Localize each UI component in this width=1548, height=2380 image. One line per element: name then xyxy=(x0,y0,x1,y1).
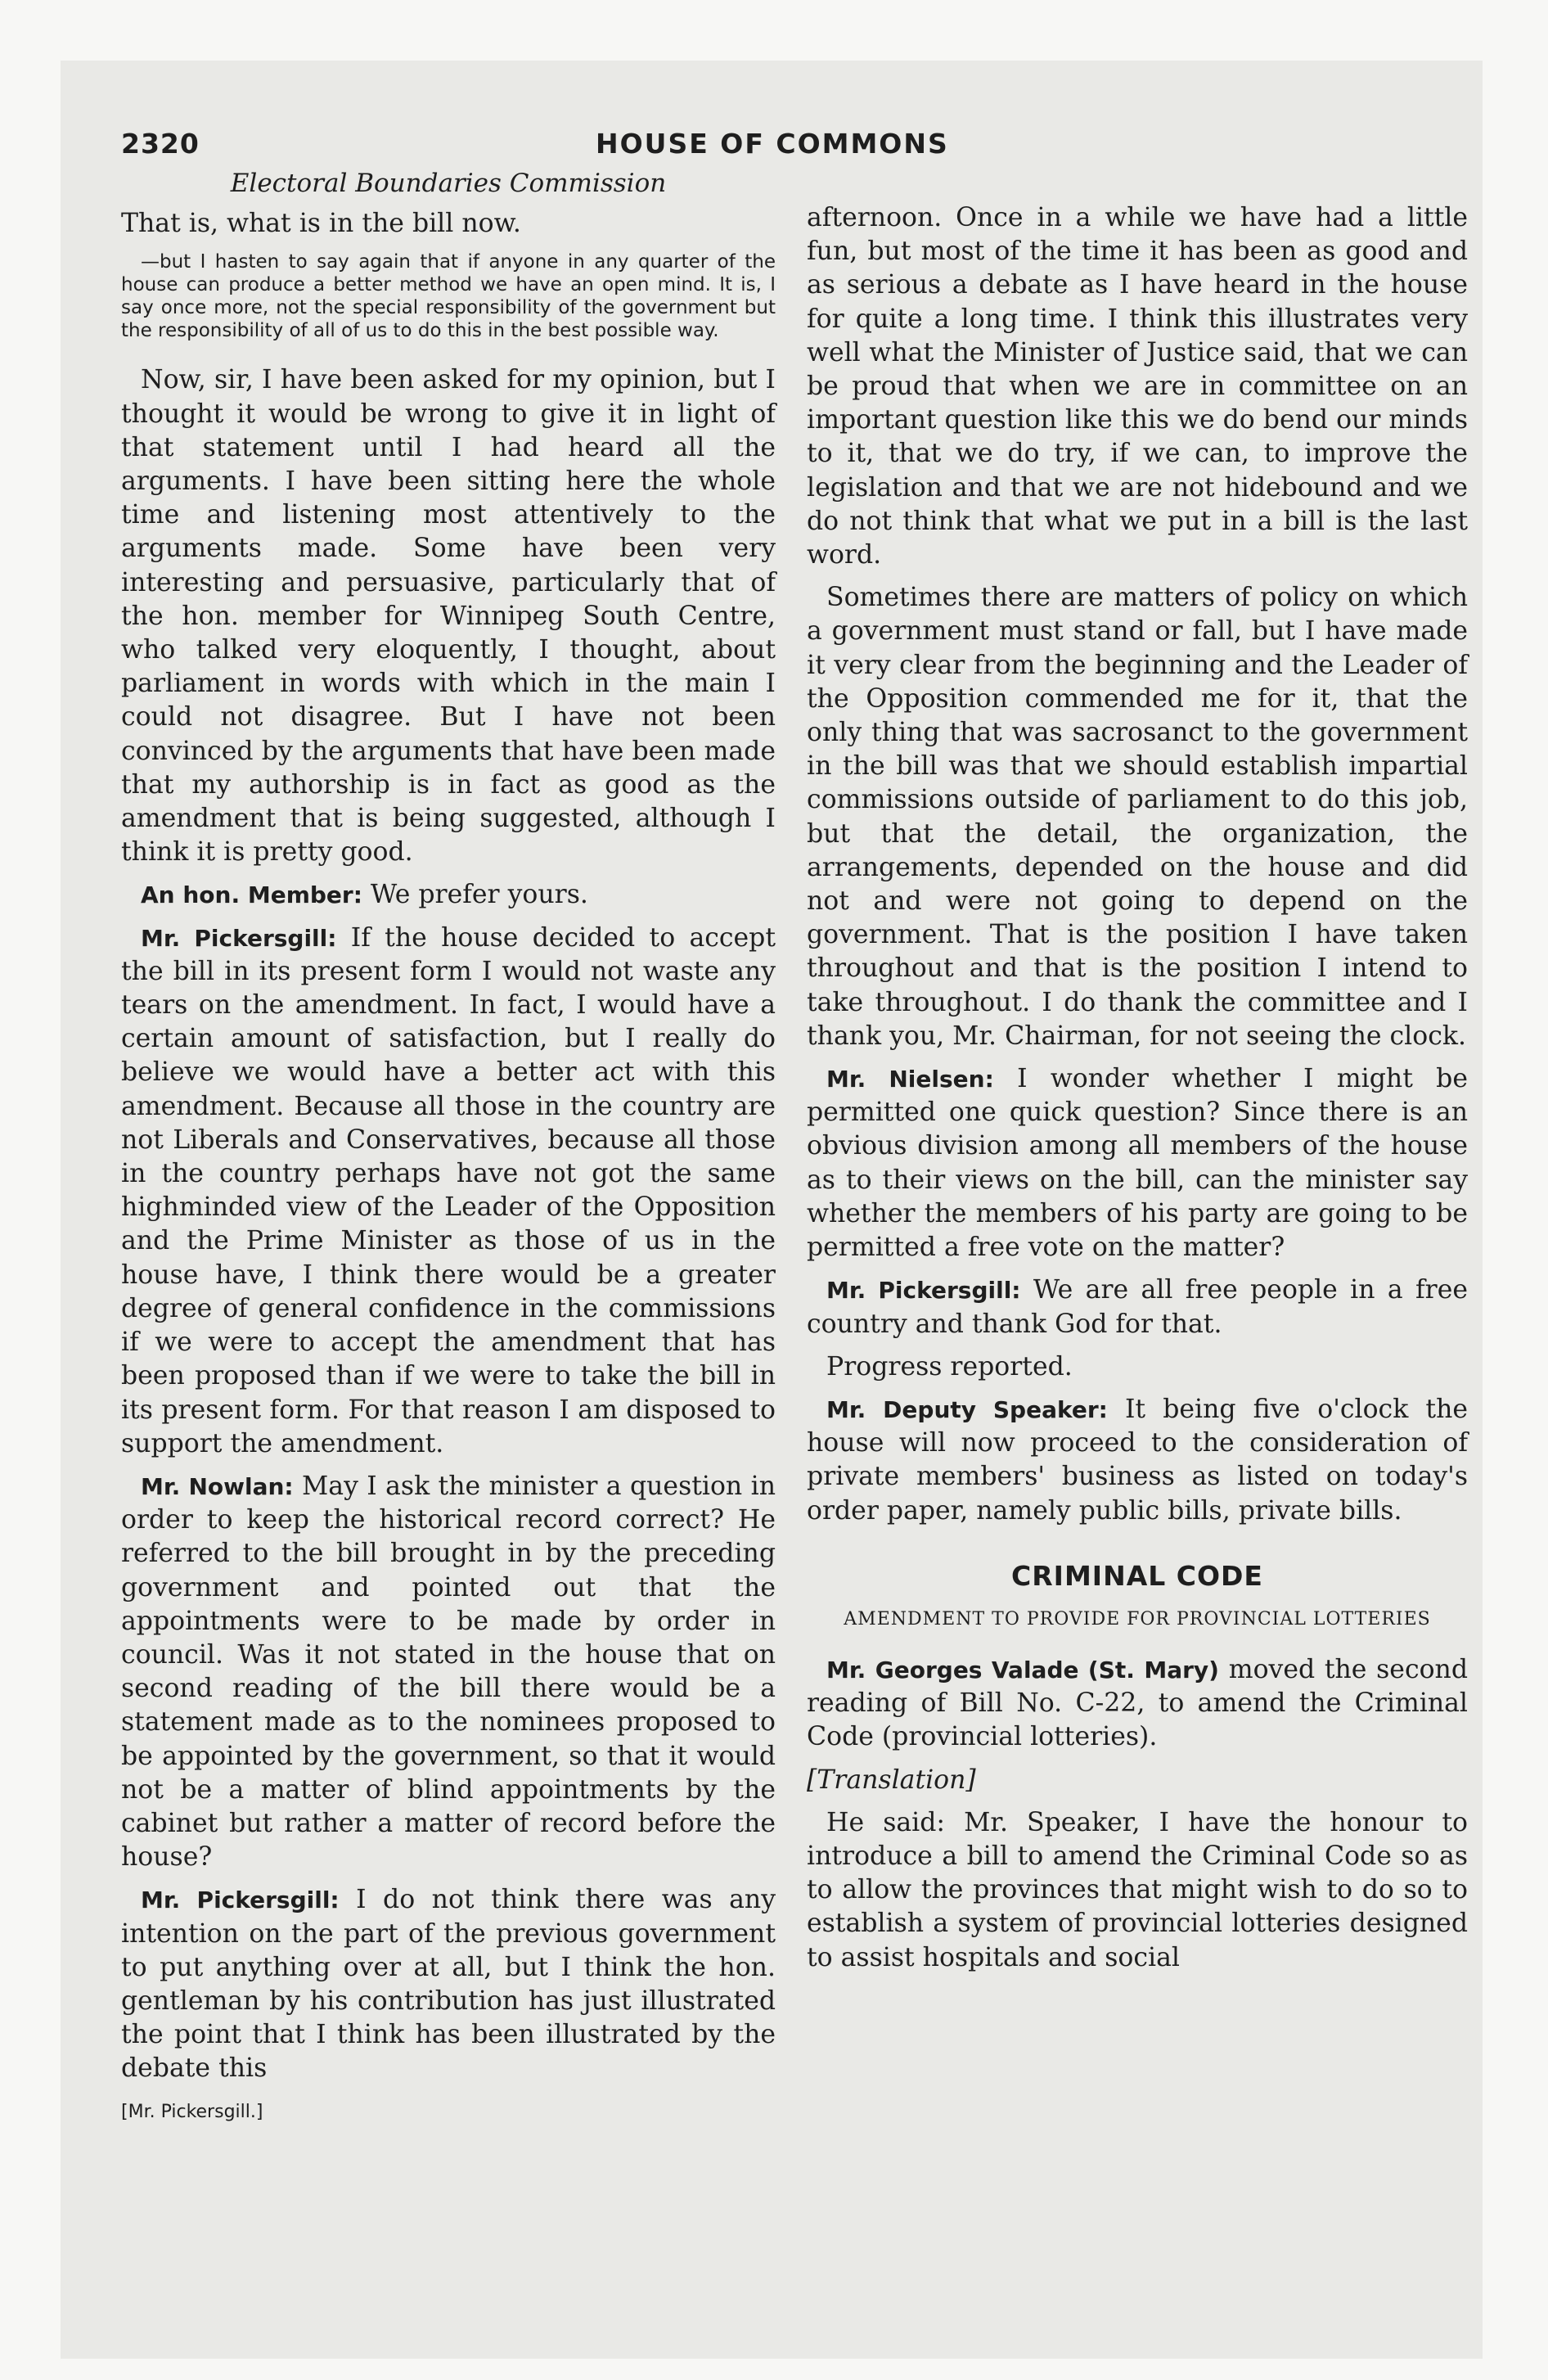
speech-text: We are all free people in a free country and thank God for that. xyxy=(807,1275,1468,1339)
speech-text: It being five o'clock the house will now proceed to the consideration of private members' business as listed on today's order paper, namely public bills, private bills. xyxy=(807,1394,1468,1526)
speaker-name: Mr. Nowlan: xyxy=(141,1472,294,1500)
speaker-name: An hon. Member: xyxy=(141,881,362,909)
speech-nowlan xyxy=(121,1470,776,1874)
section-subtitle: AMENDMENT TO PROVIDE FOR PROVINCIAL LOTTERIES xyxy=(844,1608,1431,1629)
right-paragraph-3: He said: Mr. Speaker, I have the honour to introduce a bill to amend the Criminal Code so as to allow the provinces that might wish to do so to establish a system of provincial lotteries designed to assist hospitals and social xyxy=(807,1807,1468,1972)
journal-title: HOUSE OF COMMONS xyxy=(596,128,949,160)
translation-marker: [Translation] xyxy=(807,1765,976,1795)
section-title: CRIMINAL CODE xyxy=(1011,1559,1263,1592)
footer-signature: [Mr. Pickersgill.] xyxy=(121,2101,263,2122)
progress-reported: Progress reported. xyxy=(826,1351,1073,1382)
quoted-passage: —but I hasten to say again that if anyone in any quarter of the house can produce a better method we have an open mind. It is, I say once more, not the special responsibility of the government but the responsibility of all of us to do this in the best possible way. xyxy=(121,251,776,342)
page-number: 2320 xyxy=(121,128,200,160)
speaker-name: Mr. Pickersgill: xyxy=(826,1277,1021,1305)
speech-text: I wonder whether I might be permitted one quick question? Since there is an obvious division among all members of the house as to their views on the bill, can the minister say whether the members of his party are going to be permitted a free vote on the matter? xyxy=(807,1064,1468,1263)
speech-text: moved the second reading of Bill No. C-22, to amend the Criminal Code (provincial lotteries). xyxy=(807,1654,1469,1752)
running-subject: Electoral Boundaries Commission xyxy=(230,169,667,198)
speaker-name: Mr. Pickersgill: xyxy=(141,1886,340,1914)
motion-valade xyxy=(807,1653,1468,1755)
right-column xyxy=(807,201,1468,1984)
speaker-name: Mr. Georges Valade (St. Mary) xyxy=(826,1656,1219,1684)
speaker-name: Mr. Pickersgill: xyxy=(141,924,337,952)
speech-nielsen xyxy=(807,1062,1468,1264)
speech-text: I do not think there was any intention on the part of the previous government to put anything over at all, but I think the hon. gentleman by his contribution has just illustrated the point that I think has been illustrated by the debate this xyxy=(121,1885,776,2084)
right-paragraph-2: Sometimes there are matters of policy on which a government must stand or fall, but I have made it very clear from the beginning and the Leader of the Opposition commended me for it, that the only thing that was sacrosanct to the government in the bill was that we should establish impartial commissions outside of parliament to do this job, but that the detail, the organization, the arrangements, depended on the house and did not and were not going to depend on the government. That is the position I have taken throughout and that is the position I intend to take throughout. I do thank the committee and I thank you, Mr. Chairman, for not seeing the clock. xyxy=(807,583,1468,1051)
speech-pickersgill-2 xyxy=(121,1883,776,2085)
right-paragraph-1: afternoon. Once in a while we have had a little fun, but most of the time it has been as good and as serious a debate as I have heard in the house for quite a long time. I think this illustrates very well what the Minister of Justice said, that we can be proud that when we are in committee on an important question like this we do bend our minds to it, that we do try, if we can, to improve the legislation and that we are not hidebound and we do not think that what we put in a bill is the last word. xyxy=(807,203,1468,570)
speech-pickersgill-3 xyxy=(807,1273,1468,1341)
speaker-name: Mr. Deputy Speaker: xyxy=(826,1395,1108,1423)
speaker-name: Mr. Nielsen: xyxy=(826,1066,994,1093)
speech-text: May I ask the minister a question in order to keep the historical record correct? He referred to the bill brought in by the preceding government and pointed out that the appointments were to be made by order in council. Was it not stated in the house that on second reading of the bill there would be a statement made as to the nominees proposed to be appointed by the government, so that it would not be a matter of blind appointments by the cabinet but rather a matter of record before the house? xyxy=(121,1471,776,1873)
speech-an-hon-member xyxy=(121,878,776,912)
speech-pickersgill-1 xyxy=(121,922,776,1461)
speech-text: If the house decided to accept the bill in its present form I would not waste any tears on the amendment. In fact, I would have a certain amount of satisfaction, but I really do believe we would have a better act with this amendment. Because all those in the country are not Liberals and Conservatives, because all those in the country perhaps have not got the same highminded view of the Leader of the Opposition and the Prime Minister as those of us in the house have, I think there would be a greater degree of general confidence in the commissions if we were to accept the amendment that has been proposed than if we were to take the bill in its present form. For that reason I am disposed to support the amendment. xyxy=(121,922,776,1458)
speech-text: We prefer yours. xyxy=(362,880,588,910)
left-column xyxy=(121,167,776,2138)
left-paragraph-2: Now, sir, I have been asked for my opinion, but I thought it would be wrong to give it in light of that statement until I had heard all the arguments. I have been sitting here the whole time and listening most attentively to the arguments made. Some have been very interesting and persuasive, particularly that of the hon. member for Winnipeg South Centre, who talked very eloquently, I thought, about parliament in words with which in the main I could not disagree. But I have not been convinced by the arguments that have been made that my authorship is in fact as good as the amendment that is being suggested, although I think it is pretty good. xyxy=(121,365,776,868)
left-paragraph-1: That is, what is in the bill now. xyxy=(121,209,521,239)
speech-deputy-speaker xyxy=(807,1393,1468,1528)
